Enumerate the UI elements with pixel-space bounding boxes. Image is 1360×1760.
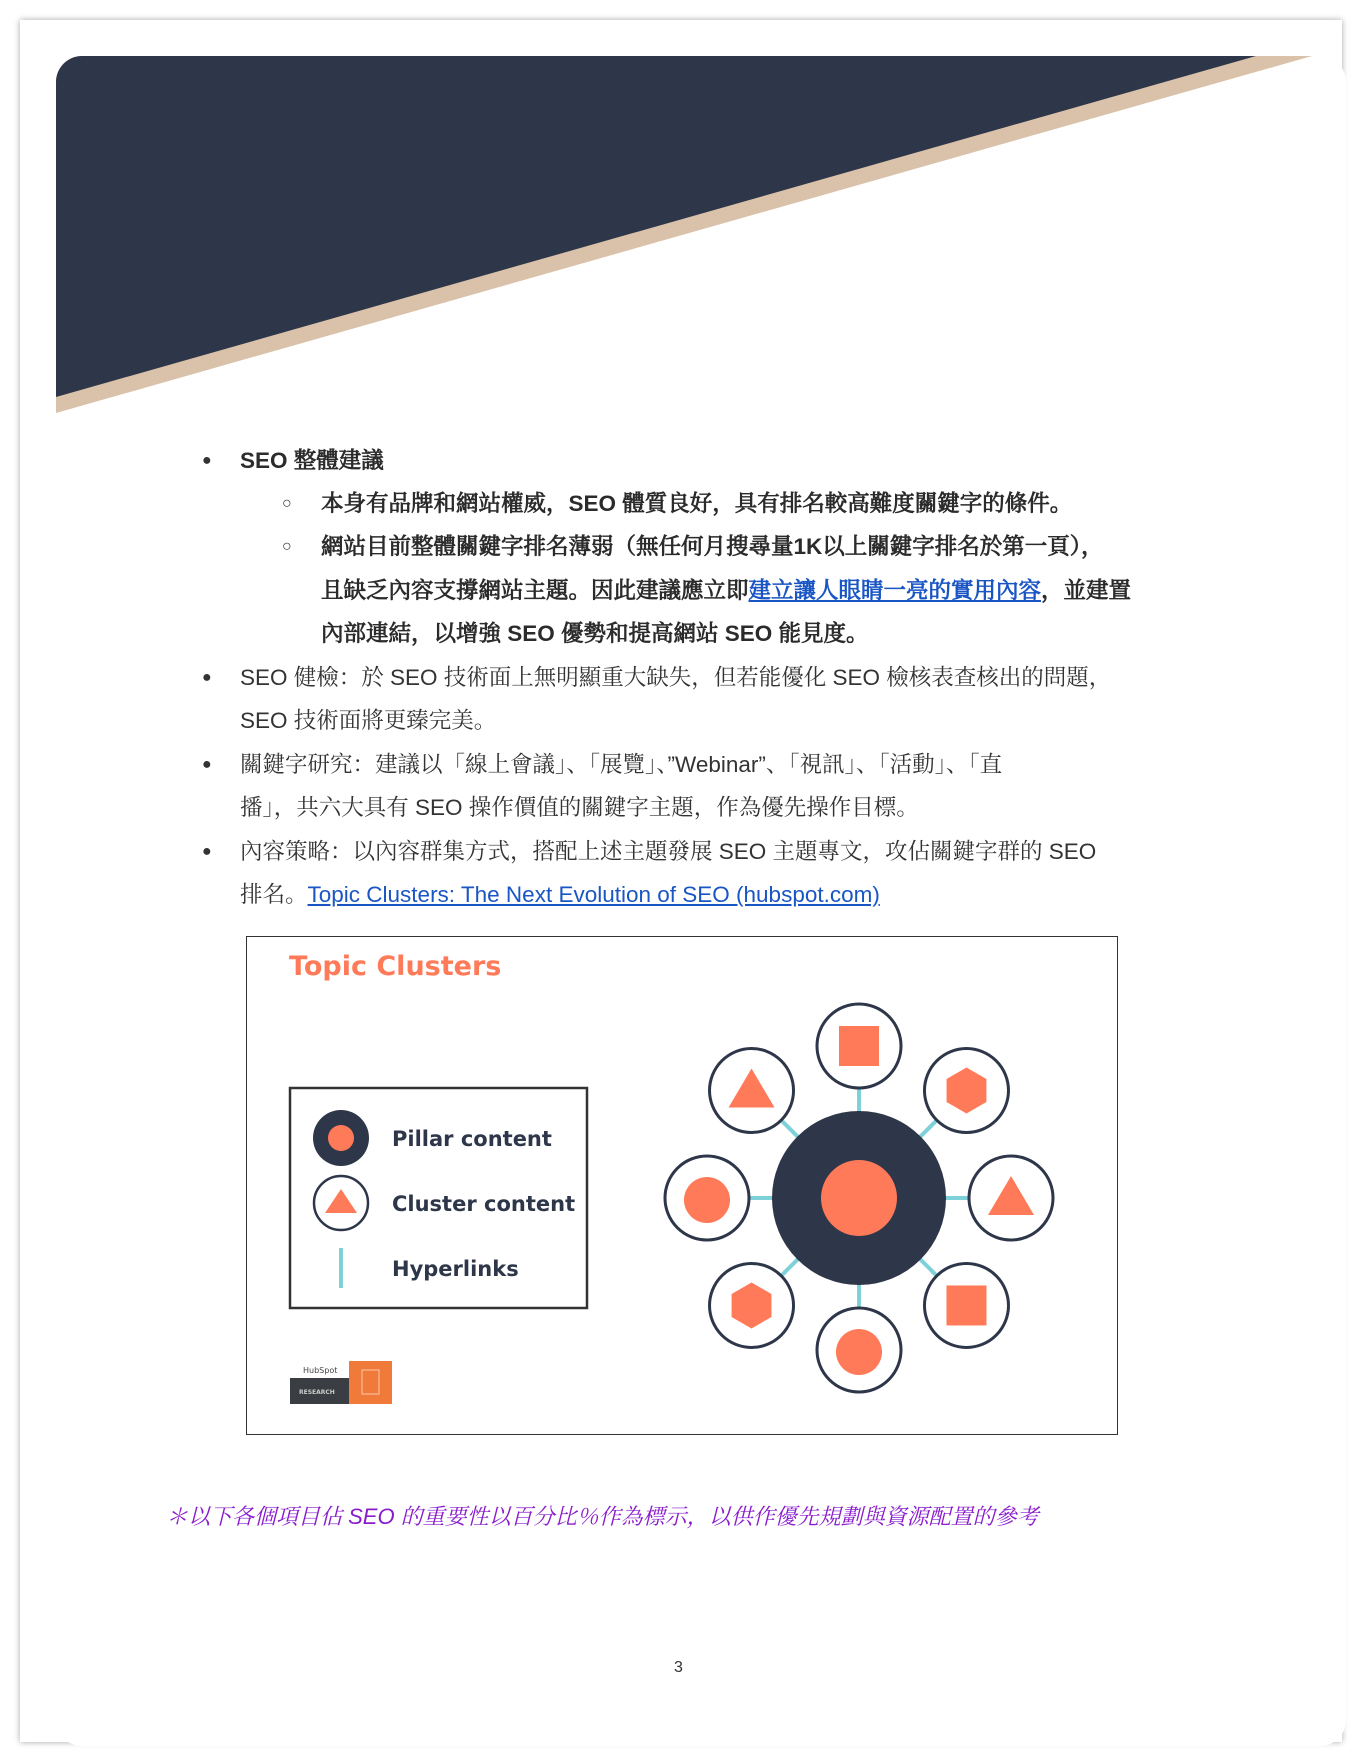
- figure-title: Topic Clusters: [289, 951, 502, 982]
- cluster-diagram: [665, 1004, 1053, 1392]
- content-strategy-line2: [240, 880, 880, 910]
- overall-title: SEO 整體建議: [240, 448, 384, 473]
- topic-clusters-figure: [246, 936, 1118, 1435]
- sub-item-2-line3: 內部連結，以增強 SEO 優勢和提高網站 SEO 能見度。: [321, 621, 869, 646]
- legend-cluster: Cluster content: [392, 1192, 576, 1216]
- bullet-icon: ●: [202, 669, 212, 686]
- cluster-square-icon: [839, 1026, 879, 1066]
- hyperlink-line: [920, 1120, 937, 1137]
- logo-subtext: RESEARCH: [299, 1389, 335, 1396]
- legend-pillar: Pillar content: [392, 1127, 552, 1151]
- hyperlink-line: [781, 1120, 798, 1137]
- hubspot-research-logo: [290, 1361, 392, 1404]
- bullet-icon: ●: [202, 452, 212, 469]
- importance-note: ＊以下各個項目佔 SEO 的重要性以百分比％作為標示，以供作優先規劃與資源配置的參考: [166, 1504, 1039, 1529]
- sub-item-2-line1: 網站目前整體關鍵字排名薄弱（無任何月搜尋量1K以上關鍵字排名於第一頁），: [321, 534, 1104, 559]
- pillar-legend-icon: [313, 1110, 369, 1166]
- health-check-line1: SEO 健檢：於 SEO 技術面上無明顯重大缺失，但若能優化 SEO 檢核表查核出的問題，: [240, 665, 1112, 690]
- sub-bullet-icon: ○: [282, 495, 292, 512]
- cluster-legend-icon: [314, 1176, 368, 1230]
- legend-hyperlinks: Hyperlinks: [392, 1257, 519, 1281]
- cluster-square-icon: [946, 1285, 986, 1325]
- pillar-core: [821, 1160, 897, 1236]
- text: 且缺乏內容支撐網站主題。因此建議應立即: [321, 578, 749, 603]
- sub-item-1: 本身有品牌和網站權威，SEO 體質良好，具有排名較高難度關鍵字的條件。: [321, 491, 1073, 516]
- content-strategy-line1: 內容策略：以內容群集方式，搭配上述主題發展 SEO 主題專文，攻佔關鍵字群的 SEO: [240, 839, 1097, 864]
- hubspot-topic-clusters-link[interactable]: Topic Clusters: The Next Evolution of SEO (hubspot.com): [307, 882, 880, 907]
- health-check-line2: SEO 技術面將更臻完美。: [240, 708, 497, 733]
- header-banner: [56, 56, 1346, 456]
- cluster-circle-icon: [684, 1177, 730, 1223]
- logo-text: HubSpot: [303, 1366, 338, 1375]
- cluster-circle-icon: [836, 1329, 882, 1375]
- sub-bullet-icon: ○: [282, 538, 292, 555]
- page-number: 3: [674, 1659, 683, 1676]
- sub-item-2-line2: [321, 576, 1131, 606]
- hyperlink-line: [920, 1259, 937, 1276]
- text: 排名。: [240, 882, 308, 907]
- keyword-research-line1: 關鍵字研究：建議以「線上會議」、「展覽」、”Webinar”、「視訊」、「活動」、「直: [240, 752, 1003, 777]
- bullet-icon: ●: [202, 843, 212, 860]
- useful-content-link[interactable]: 建立讓人眼睛一亮的實用內容: [748, 578, 1042, 603]
- hyperlink-line: [781, 1259, 798, 1276]
- bullet-icon: ●: [202, 756, 212, 773]
- text: ，並建置: [1041, 578, 1132, 603]
- keyword-research-line2: 播」，共六大具有 SEO 操作價值的關鍵字主題，作為優先操作目標。: [240, 795, 919, 820]
